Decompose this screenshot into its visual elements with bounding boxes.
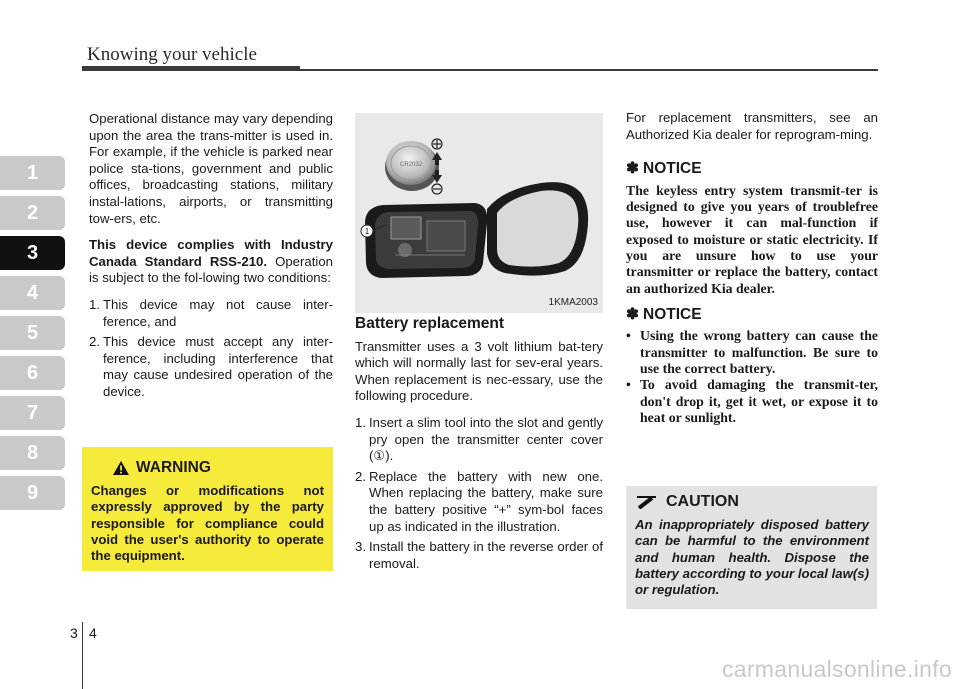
list-item bbox=[355, 469, 603, 535]
list-item bbox=[355, 539, 603, 572]
battery-illustration bbox=[355, 113, 603, 313]
header-rule bbox=[300, 69, 878, 71]
svg-text:CR2032: CR2032 bbox=[399, 162, 423, 168]
notice-star-icon: ✽ bbox=[626, 160, 639, 178]
step-number: 3. bbox=[355, 539, 366, 555]
chapter-tab-9[interactable]: 9 bbox=[0, 476, 65, 510]
transmitter-battery-image bbox=[355, 113, 603, 313]
warning-triangle-icon bbox=[112, 460, 130, 476]
replacement-transmitter-paragraph: For replacement transmitters, see an Authorized Kia dealer for reprogram-ming. bbox=[626, 110, 878, 142]
battery-intro: Transmitter uses a 3 volt lithium bat-tery which will normally last for sev-eral years. When replacement is nec-essary, use the following procedure. bbox=[355, 338, 603, 404]
chapter-tab-2[interactable]: 2 bbox=[0, 196, 65, 230]
list-text: This device may not cause inter-ference, and bbox=[103, 296, 333, 329]
chapter-tab-7[interactable]: 7 bbox=[0, 396, 65, 430]
step-number: 1. bbox=[355, 414, 366, 430]
bullet-text: Using the wrong battery can cause the transmitter to malfunction. Be sure to use the correct battery. bbox=[640, 328, 878, 377]
list-item bbox=[355, 415, 603, 465]
chapter-tab-3[interactable]: 3 bbox=[0, 236, 65, 270]
compliance-bold: This device complies with Industry Canada Standard RSS-210. bbox=[89, 237, 333, 269]
list-item bbox=[626, 377, 878, 426]
operational-distance-paragraph: Operational distance may vary depending upon the area the trans-mitter is used in. For example, if the vehicle is parked near police sta-tions, government and public offices, broadcasting stations, military instal-lations, airports, or transmitting tow-ers, etc. bbox=[89, 111, 333, 226]
list-number: 1. bbox=[89, 296, 100, 312]
notice-label: NOTICE bbox=[643, 160, 702, 178]
conditions-list bbox=[89, 297, 333, 401]
notice-label: NOTICE bbox=[643, 305, 702, 323]
notice-heading-1 bbox=[626, 161, 878, 178]
chapter-tab-5[interactable]: 5 bbox=[0, 316, 65, 350]
step-number: 2. bbox=[355, 468, 366, 484]
list-item bbox=[89, 297, 333, 330]
bullet-icon: • bbox=[626, 377, 631, 393]
running-header-title: Knowing your vehicle bbox=[87, 44, 257, 65]
warning-title-row bbox=[112, 459, 211, 477]
warning-body: Changes or modifications not expressly approved by the party responsible for compliance could void the user's authority to operate the equipment. bbox=[91, 483, 324, 564]
step-text: Install the battery in the reverse order of removal. bbox=[369, 539, 603, 571]
chapter-tabs bbox=[0, 156, 65, 516]
watermark: carmanualsonline.info bbox=[721, 656, 952, 682]
callout-number: 1 bbox=[364, 227, 370, 236]
caution-title-row bbox=[636, 493, 739, 511]
battery-replacement-heading: Battery replacement bbox=[355, 315, 505, 332]
caution-title: CAUTION bbox=[666, 493, 739, 510]
bullet-text: To avoid damaging the transmit-ter, don't drop it, get it wet, or expose it to heat or sunlight. bbox=[640, 377, 878, 425]
page-number-divider bbox=[82, 622, 83, 689]
column-3 bbox=[626, 110, 878, 426]
chapter-tab-4[interactable]: 4 bbox=[0, 276, 65, 310]
list-number: 2. bbox=[89, 334, 100, 350]
column-1 bbox=[89, 111, 333, 405]
page-chapter-number: 3 bbox=[70, 625, 78, 641]
step-text: Replace the battery with new one. When replacing the battery, make sure the battery positive “+” sym-bol faces up as indicated in the illustration. bbox=[369, 468, 603, 534]
step-text: Insert a slim tool into the slot and gently pry open the transmitter center cover (①). bbox=[369, 414, 603, 464]
list-item bbox=[89, 334, 333, 400]
warning-title: WARNING bbox=[136, 459, 211, 476]
warning-box bbox=[82, 447, 333, 571]
compliance-rest: Operation is subject to the fol-lowing two conditions: bbox=[89, 253, 333, 286]
chapter-tab-8[interactable]: 8 bbox=[0, 436, 65, 470]
chapter-tab-1[interactable]: 1 bbox=[0, 156, 65, 190]
replacement-steps bbox=[355, 415, 603, 572]
notice-body-1: The keyless entry system transmit-ter is designed to give you years of troublefree use, however it can mal-function if exposed to moisture or static electricity. If you are unsure how to use your transmitter or replace the battery, contact an authorized Kia dealer. bbox=[626, 182, 878, 296]
notice-bullets bbox=[626, 328, 878, 426]
caution-slash-icon bbox=[636, 495, 658, 509]
list-text: This device must accept any inter-ference, including interference that may cause undesired operation of the device. bbox=[103, 334, 333, 399]
bullet-icon: • bbox=[626, 328, 631, 344]
caution-body: An inappropriately disposed battery can be harmful to the environment and human health. Dispose the battery according to your local law(s) or regulation. bbox=[635, 517, 869, 598]
notice-star-icon: ✽ bbox=[626, 305, 639, 323]
figure-code: 1KMA2003 bbox=[548, 297, 598, 308]
caution-box bbox=[626, 486, 877, 609]
header-bar bbox=[82, 66, 300, 71]
notice-heading-2 bbox=[626, 307, 878, 324]
canada-compliance-paragraph bbox=[89, 237, 333, 287]
chapter-tab-6[interactable]: 6 bbox=[0, 356, 65, 390]
page-number: 4 bbox=[89, 625, 97, 641]
list-item bbox=[626, 328, 878, 377]
column-2 bbox=[355, 316, 603, 576]
